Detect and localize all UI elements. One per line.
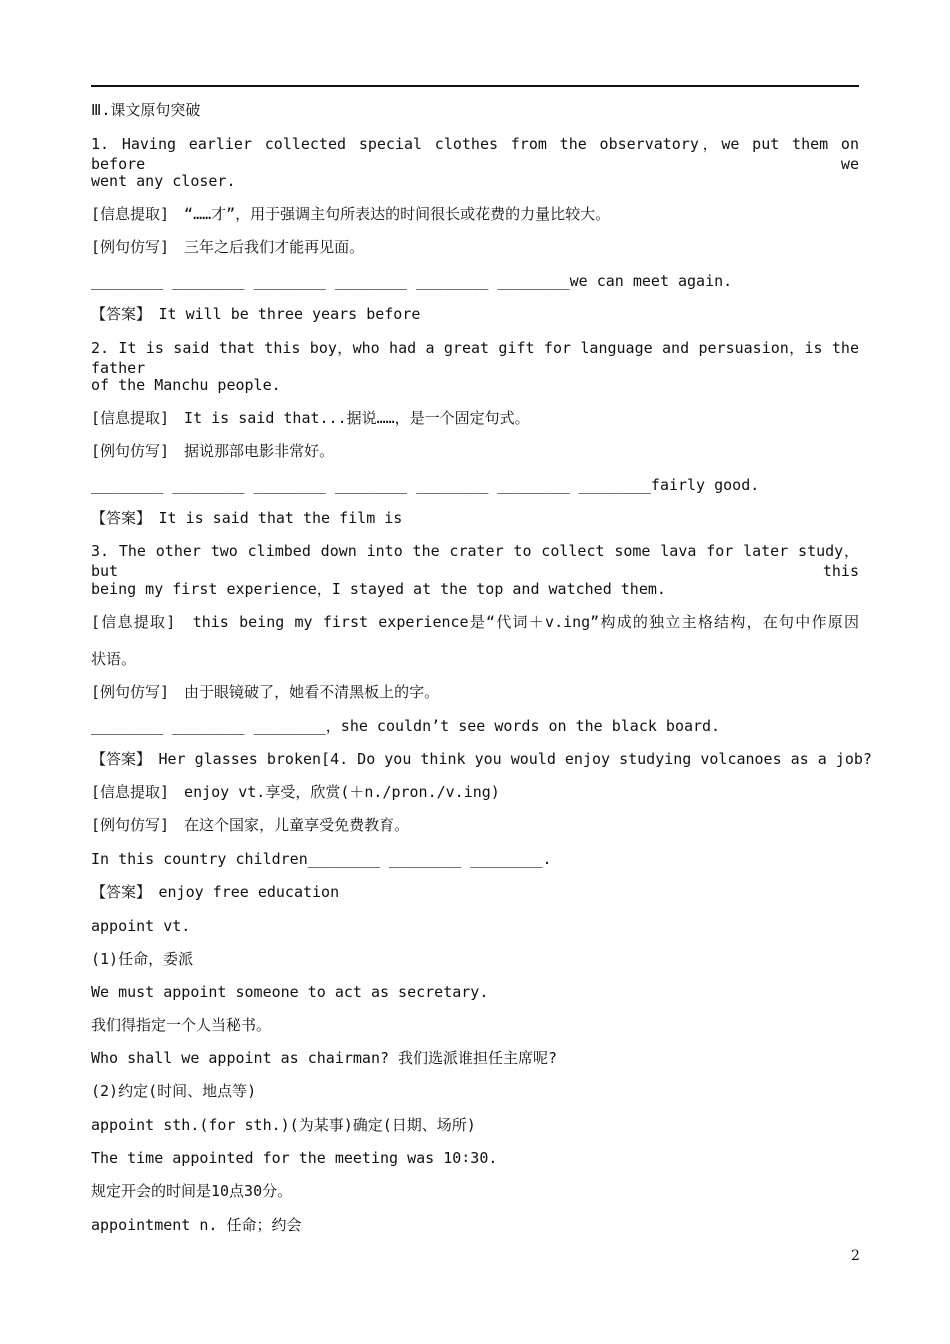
item-2-sentence-line-2: of the Manchu people. — [91, 376, 281, 394]
appoint-example-3-zh: 规定开会的时间是10点30分。 — [91, 1182, 293, 1200]
item-4-info: [信息提取] enjoy vt.享受，欣赏(＋n./pron./v.ing) — [91, 783, 500, 801]
item-1-example: [例句仿写] 三年之后我们才能再见面。 — [91, 238, 365, 256]
item-3-example: [例句仿写] 由于眼镜破了，她看不清黑板上的字。 — [91, 683, 440, 701]
item-1-sentence-line-2: went any closer. — [91, 172, 236, 190]
item-2-sentence-line-1: 2. It is said that this boy，who had a great gift for language and persuasion，is the father — [91, 339, 859, 377]
appoint-example-3-en: The time appointed for the meeting was 10∶30. — [91, 1149, 498, 1167]
item-4-blank: In this country children________ ________ ________. — [91, 850, 552, 868]
appoint-example-1-en: We must appoint someone to act as secretary. — [91, 983, 489, 1001]
appoint-derivative: appointment n. 任命；约会 — [91, 1216, 302, 1234]
header-rule — [91, 85, 859, 87]
appoint-example-1-zh: 我们得指定一个人当秘书。 — [91, 1016, 272, 1034]
item-3-sentence-line-2: being my first experience，I stayed at the top and watched them. — [91, 580, 666, 598]
appoint-sense-2: (2)约定(时间、地点等) — [91, 1082, 257, 1100]
item-2-info: [信息提取] It is said that...据说……，是一个固定句式。 — [91, 409, 530, 427]
appoint-example-2: Who shall we appoint as chairman? 我们选派谁担任主席呢? — [91, 1049, 558, 1067]
appoint-headword: appoint vt. — [91, 917, 191, 935]
item-3-sentence-line-1: 3. The other two climbed down into the crater to collect some lava for later study，but this — [91, 542, 859, 580]
item-1-info: [信息提取] “……才”，用于强调主句所表达的时间很长或花费的力量比较大。 — [91, 205, 611, 223]
section-title: Ⅲ.课文原句突破 — [91, 101, 201, 119]
item-4-example: [例句仿写] 在这个国家，儿童享受免费教育。 — [91, 816, 410, 834]
item-1-blank: ________ ________ ________ ________ ________ ________we can meet again. — [91, 272, 733, 290]
item-3-info-line-2: 状语。 — [91, 650, 137, 668]
item-2-answer: 【答案】 It is said that the film is — [91, 509, 403, 527]
page-number: 2 — [851, 1248, 860, 1264]
item-1-sentence-line-1: 1. Having earlier collected special clothes from the observatory，we put them on before we — [91, 135, 859, 173]
appoint-pattern: appoint sth.(for sth.)(为某事)确定(日期、场所) — [91, 1116, 476, 1134]
item-3-blank: ________ ________ ________，she couldn’t see words on the black board. — [91, 717, 721, 735]
item-2-example: [例句仿写] 据说那部电影非常好。 — [91, 442, 335, 460]
item-3-answer: 【答案】 Her glasses broken[4. Do you think you would enjoy studying volcanoes as a job? — [91, 750, 872, 768]
item-1-answer: 【答案】 It will be three years before — [91, 305, 421, 323]
appoint-sense-1: (1)任命，委派 — [91, 950, 194, 968]
item-3-info-line-1: [信息提取] this being my first experience是“代词＋v.ing”构成的独立主格结构，在句中作原因 — [91, 613, 859, 631]
item-4-answer: 【答案】 enjoy free education — [91, 883, 340, 901]
item-2-blank: ________ ________ ________ ________ ________ ________ ________fairly good. — [91, 476, 760, 494]
